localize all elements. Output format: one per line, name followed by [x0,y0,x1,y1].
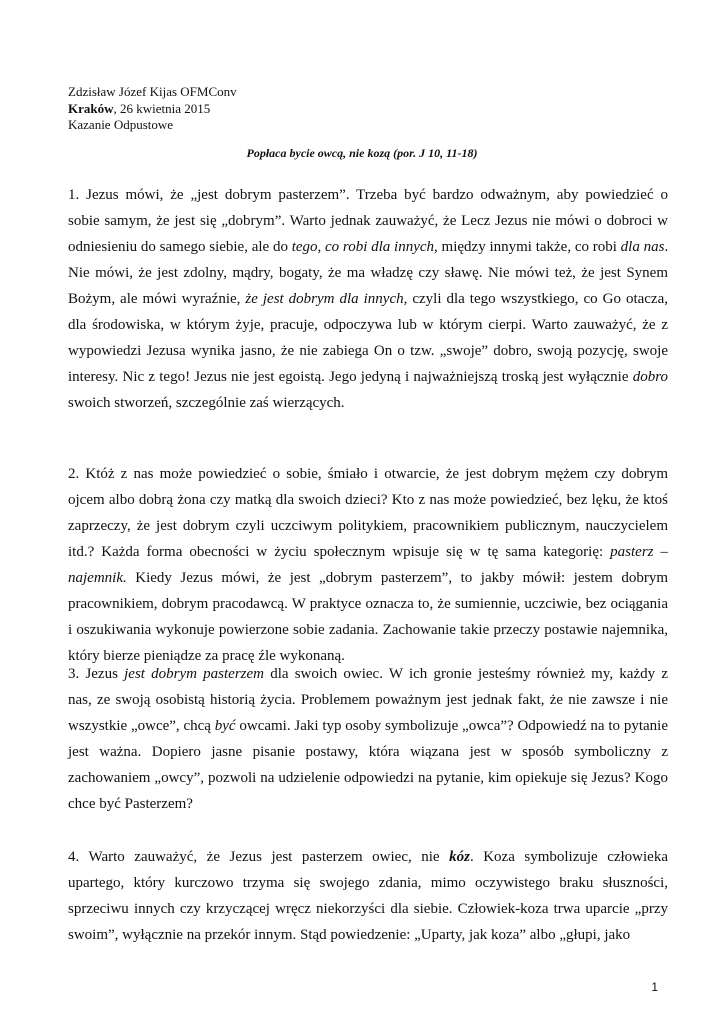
emphasis-run: jest dobrym pasterzem [124,666,264,682]
text-line [68,565,668,591]
text-line [68,461,668,487]
text-line [68,617,668,643]
text-run: odniesieniu do samego siebie, ale do [68,239,292,255]
text-run: dla swoich owiec. W ich gronie jesteśmy również my, każdy z [264,666,668,682]
text-run: Nie mówi, że jest zdolny, mądry, bogaty, że ma władzę czy sławę. Nie mówi też, że jest Synem [68,265,668,281]
text-line [68,870,668,896]
text-run: sobie samym, że jest się „dobrym”. Warto jednak zauważyć, że Lecz Jezus nie mówi o dobroci w [68,213,668,229]
date: , 26 kwietnia 2015 [113,100,211,116]
text-run: upartego, który kurczowo trzyma się swojego zdania, mimo oczywistego braku słuszności, [68,875,668,891]
text-line [68,739,668,765]
author-line: Zdzisław Józef Kijas OFMConv [68,84,237,99]
text-line [68,713,668,739]
emphasis-run: tego, co robi dla innych [291,239,435,255]
emphasis-run: kóz [449,849,470,865]
text-run: zachowaniem „owcy”, pozwoli na udzielenie odpowiedzi na pytanie, kim opiekuje się Jezus? Kogo [68,770,668,786]
text-run: chce być Pasterzem? [68,796,193,812]
text-line [68,844,668,870]
text-line [68,591,668,617]
text-run: pracownikiem, dobrym pracodawcą. W praktyce oznacza to, że sumiennie, uczciwie, bez ociągania [68,596,668,612]
strong-run [449,849,470,865]
text-run: wszystkie „owce”, chcą [68,718,215,734]
sermon-title: Popłaca bycie owcą, nie kozą (por. J 10, 11-18) [246,146,478,160]
page-number: 1 [651,980,658,994]
text-run: 2. Któż z nas może powiedzieć o sobie, śmiało i otwarcie, że jest dobrym mężem czy dobrym [68,466,668,482]
text-line [68,390,668,416]
text-line [68,896,668,922]
text-run: . Koza symbolizuje człowieka [469,849,668,865]
paragraph-4 [68,844,668,948]
text-line [68,661,668,687]
text-run: 3. Jezus [68,666,125,682]
paragraph-3 [68,661,668,817]
paragraph-2 [68,461,668,669]
text-run: itd.? Każda forma obecności w życiu społecznym wpisuje się w tę sama kategorię: [68,544,611,560]
text-line [68,234,668,260]
emphasis-run: dla nas [620,239,665,255]
place-date-line [68,101,237,118]
place: Kraków [68,100,114,116]
text-run: . [664,239,669,255]
paragraph-1 [68,182,668,416]
emphasis-run: że jest dobrym dla innych [245,291,404,307]
text-line [68,286,668,312]
text-line [68,338,668,364]
text-run: Bożym, ale mówi wyraźnie, [68,291,246,307]
text-run: i oszukiwania wykonuje powierzone sobie zadania. Zachowanie takie przeczy postawie najemnika, [68,622,668,638]
text-run: ojcem albo dobrą żona czy matką dla swoich dzieci? Kto z nas może powiedzieć, bez lęku, że ktoś [68,492,668,508]
emphasis-run: pasterz – [610,544,668,560]
emphasis-run: dobro [632,369,668,385]
text-line [68,312,668,338]
text-run: 1. Jezus mówi, że „jest dobrym pasterzem”. Trzeba być bardzo odważnym, aby powiedzieć o [68,187,668,203]
text-run: swoim”, wyłącznie na przekór innym. Stąd powiedzenie: „Uparty, jak koza” albo „głupi, jako [68,927,631,943]
text-run: , między innymi także, co robi [434,239,621,255]
text-line [68,487,668,513]
text-run: sprzeciwu innych czy krzyczącej wręcz niekorzyści dla siebie. Człowiek-koza trwa uparcie „przy [68,901,668,917]
document-kind: Kazanie Odpustowe [68,117,174,132]
text-line [68,208,668,234]
text-run: swoich stworzeń, szczególnie zaś wierzących. [68,395,345,411]
text-run: nas, ze swoją osobistą historią życia. Problemem poważnym jest jednak fakt, że nie zawsze i nie [68,692,668,708]
text-line [68,182,668,208]
text-run: , czyli dla tego wszystkiego, co Go otacza, [403,291,668,307]
text-run: wypowiedzi Jezusa wynika jasno, że nie zabiega On o tzw. „swoje” dobro, swoją pozycję, swoje [68,343,668,359]
text-line [68,687,668,713]
text-run: owcami. Jaki typ osoby symbolizuje „owca”? Odpowiedź na to pytanie [235,718,668,734]
text-run: jest ważna. Dopiero jasne pisanie postawy, która wiązana jest w sposób symboliczny z [68,744,668,760]
text-run: który bierze pieniądze za pracę źle wykonaną. [68,648,345,664]
text-run: dla środowiska, w którym żyje, pracuje, odpoczywa lub w którym cierpi. Warto zauważyć, że z [68,317,668,333]
text-line [68,260,668,286]
text-line [68,539,668,565]
emphasis-run: najemnik. [68,570,127,586]
text-run: interesy. Nic z tego! Jezus nie jest egoistą. Jego jedyną i najważniejszą troską jest wyłącznie [68,369,633,385]
text-line [68,513,668,539]
text-line [68,765,668,791]
document-header [68,84,237,134]
text-run: zaprzeczy, że jest dobrym czyli uczciwym politykiem, pracownikiem publicznym, nauczycielem [68,518,668,534]
text-run: 4. Warto zauważyć, że Jezus jest pasterzem owiec, nie [68,849,450,865]
text-line [68,791,668,817]
text-line [68,922,668,948]
emphasis-run: być [214,718,236,734]
text-line [68,364,668,390]
text-run: Kiedy Jezus mówi, że jest „dobrym pasterzem”, to jakby mówił: jestem dobrym [126,570,668,586]
